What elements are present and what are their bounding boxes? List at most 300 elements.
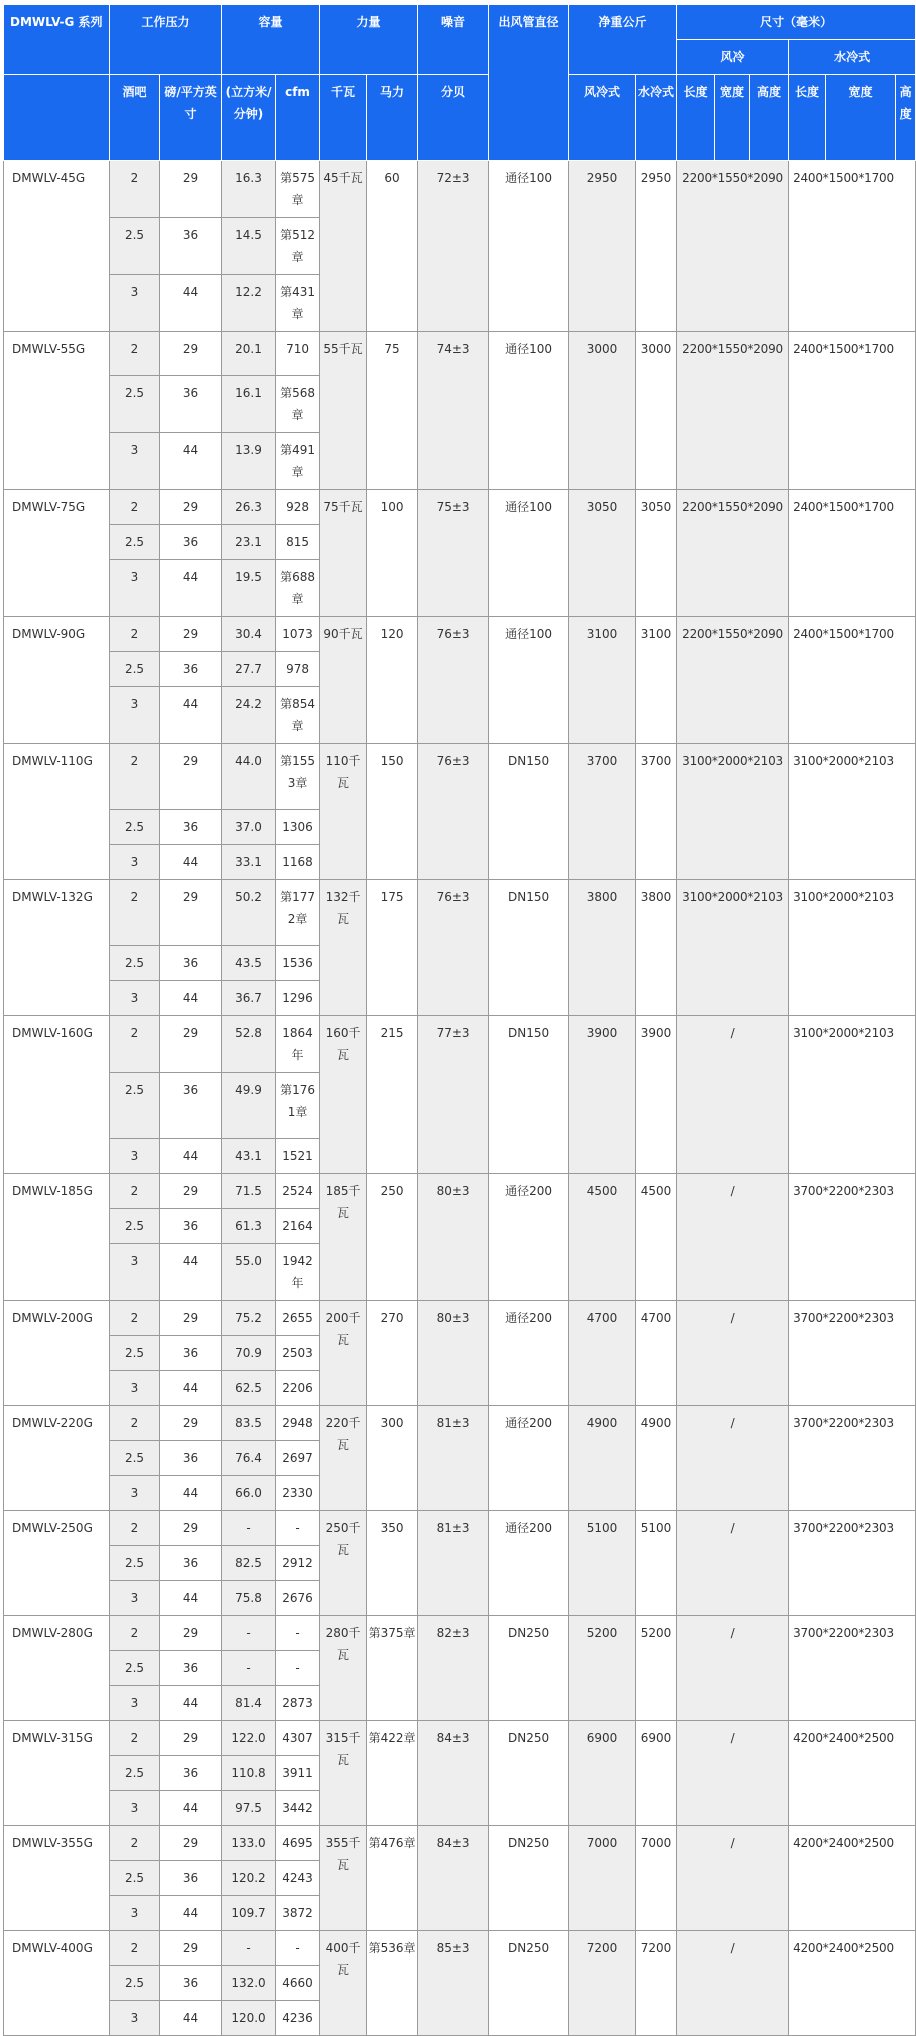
noise-db-cell: 72±3 — [418, 161, 489, 332]
capacity-cfm-cell: 928 — [276, 490, 320, 525]
weight-air-cell: 4500 — [569, 1174, 636, 1301]
dimensions-water-cell: 2400*1500*1700 — [789, 161, 916, 332]
pressure-bar-cell: 2.5 — [110, 1546, 160, 1581]
weight-water-cell: 3100 — [636, 617, 677, 744]
header-dimensions: 尺寸（毫米） — [677, 5, 916, 40]
weight-air-cell: 3000 — [569, 332, 636, 490]
noise-db-cell: 84±3 — [418, 1826, 489, 1931]
capacity-cfm-cell: 2206 — [276, 1371, 320, 1406]
power-hp-cell: 120 — [367, 617, 418, 744]
dimensions-air-cell: / — [677, 1721, 789, 1826]
pressure-psi-cell: 36 — [160, 652, 222, 687]
header-bar — [4, 75, 110, 161]
outlet-cell: 通径100 — [489, 161, 569, 332]
power-kw-cell: 110千瓦 — [320, 744, 367, 880]
capacity-m3-cell: 120.0 — [222, 2001, 276, 2036]
header-weight-air: 风冷式 — [569, 75, 636, 161]
weight-air-cell: 4900 — [569, 1406, 636, 1511]
capacity-m3-cell: 43.5 — [222, 946, 276, 981]
pressure-psi-cell: 36 — [160, 1209, 222, 1244]
power-hp-cell: 350 — [367, 1511, 418, 1616]
table-row — [4, 1931, 916, 1966]
outlet-cell: DN250 — [489, 1931, 569, 2036]
pressure-psi-cell: 29 — [160, 332, 222, 376]
pressure-bar-cell: 2.5 — [110, 525, 160, 560]
table-row — [4, 490, 916, 525]
pressure-psi-cell: 36 — [160, 218, 222, 275]
noise-db-cell: 81±3 — [418, 1406, 489, 1511]
dimensions-air-cell: / — [677, 1301, 789, 1406]
dimensions-water-cell: 2400*1500*1700 — [789, 617, 916, 744]
weight-water-cell: 3700 — [636, 744, 677, 880]
dimensions-air-cell: / — [677, 1511, 789, 1616]
header-hp: 马力 — [367, 75, 418, 161]
outlet-cell: 通径100 — [489, 490, 569, 617]
pressure-psi-cell: 44 — [160, 433, 222, 490]
capacity-cfm-cell: 1296 — [276, 981, 320, 1016]
capacity-m3-cell: 75.8 — [222, 1581, 276, 1616]
header-m3min: (立方米/分钟) — [222, 75, 276, 161]
model-name: DMWLV-400G — [4, 1931, 110, 2036]
capacity-cfm-cell: 3872 — [276, 1896, 320, 1931]
noise-db-cell: 80±3 — [418, 1301, 489, 1406]
table-row — [4, 1616, 916, 1651]
pressure-bar-cell: 2 — [110, 1511, 160, 1546]
pressure-psi-cell: 36 — [160, 1756, 222, 1791]
capacity-m3-cell: 37.0 — [222, 810, 276, 845]
noise-db-cell: 76±3 — [418, 744, 489, 880]
capacity-cfm-cell: 2164 — [276, 1209, 320, 1244]
noise-db-cell: 82±3 — [418, 1616, 489, 1721]
pressure-psi-cell: 29 — [160, 1511, 222, 1546]
power-hp-cell: 第375章 — [367, 1616, 418, 1721]
pressure-bar-cell: 2 — [110, 617, 160, 652]
capacity-m3-cell: 120.2 — [222, 1861, 276, 1896]
weight-water-cell: 7000 — [636, 1826, 677, 1931]
power-hp-cell: 150 — [367, 744, 418, 880]
header-capacity: 容量 — [222, 5, 320, 75]
outlet-cell: 通径200 — [489, 1301, 569, 1406]
capacity-m3-cell: 30.4 — [222, 617, 276, 652]
capacity-cfm-cell: 1168 — [276, 845, 320, 880]
header-kw: 千瓦 — [320, 75, 367, 161]
capacity-cfm-cell: 1521 — [276, 1139, 320, 1174]
capacity-cfm-cell: 第854章 — [276, 687, 320, 744]
outlet-cell: 通径200 — [489, 1406, 569, 1511]
header-length: 长度 — [677, 75, 715, 161]
capacity-m3-cell: 71.5 — [222, 1174, 276, 1209]
dimensions-water-cell: 3100*2000*2103 — [789, 744, 916, 880]
capacity-m3-cell: 109.7 — [222, 1896, 276, 1931]
noise-db-cell: 84±3 — [418, 1721, 489, 1826]
power-kw-cell: 55千瓦 — [320, 332, 367, 490]
weight-air-cell: 7000 — [569, 1826, 636, 1931]
pressure-psi-cell: 44 — [160, 1244, 222, 1301]
capacity-m3-cell: 75.2 — [222, 1301, 276, 1336]
pressure-psi-cell: 29 — [160, 1406, 222, 1441]
pressure-psi-cell: 36 — [160, 1441, 222, 1476]
header-height-2: 高度 — [896, 75, 916, 161]
noise-db-cell: 81±3 — [418, 1511, 489, 1616]
model-name: DMWLV-75G — [4, 490, 110, 617]
header-height: 高度 — [750, 75, 789, 161]
pressure-bar-cell: 3 — [110, 1139, 160, 1174]
pressure-bar-cell: 2.5 — [110, 1756, 160, 1791]
capacity-cfm-cell: 2873 — [276, 1686, 320, 1721]
model-name: DMWLV-110G — [4, 744, 110, 880]
table-row — [4, 1016, 916, 1073]
header-power: 力量 — [320, 5, 418, 75]
pressure-psi-cell: 29 — [160, 1721, 222, 1756]
pressure-psi-cell: 44 — [160, 2001, 222, 2036]
power-hp-cell: 75 — [367, 332, 418, 490]
pressure-bar-cell: 2 — [110, 880, 160, 946]
weight-air-cell: 5200 — [569, 1616, 636, 1721]
pressure-bar-cell: 3 — [110, 2001, 160, 2036]
pressure-bar-cell: 2.5 — [110, 218, 160, 275]
capacity-m3-cell: 20.1 — [222, 332, 276, 376]
capacity-cfm-cell: 3911 — [276, 1756, 320, 1791]
pressure-bar-cell: 3 — [110, 560, 160, 617]
pressure-psi-cell: 29 — [160, 1016, 222, 1073]
pressure-psi-cell: 29 — [160, 1174, 222, 1209]
pressure-psi-cell: 29 — [160, 617, 222, 652]
dimensions-air-cell: / — [677, 1931, 789, 2036]
pressure-bar-cell: 2 — [110, 490, 160, 525]
pressure-bar-cell: 2 — [110, 744, 160, 810]
power-kw-cell: 160千瓦 — [320, 1016, 367, 1174]
capacity-m3-cell: 52.8 — [222, 1016, 276, 1073]
dimensions-water-cell: 3100*2000*2103 — [789, 880, 916, 1016]
capacity-cfm-cell: 第1553章 — [276, 744, 320, 810]
capacity-m3-cell: 62.5 — [222, 1371, 276, 1406]
capacity-m3-cell: 66.0 — [222, 1476, 276, 1511]
header-weight-water: 水冷式 — [636, 75, 677, 161]
pressure-psi-cell: 36 — [160, 376, 222, 433]
pressure-psi-cell: 29 — [160, 1301, 222, 1336]
power-hp-cell: 250 — [367, 1174, 418, 1301]
dimensions-water-cell: 3700*2200*2303 — [789, 1301, 916, 1406]
table-row — [4, 1406, 916, 1441]
outlet-cell: 通径200 — [489, 1174, 569, 1301]
capacity-m3-cell: 16.3 — [222, 161, 276, 218]
power-kw-cell: 185千瓦 — [320, 1174, 367, 1301]
pressure-bar-cell: 2 — [110, 332, 160, 376]
table-row — [4, 617, 916, 652]
weight-air-cell: 4700 — [569, 1301, 636, 1406]
capacity-m3-cell: 81.4 — [222, 1686, 276, 1721]
pressure-bar-cell: 2.5 — [110, 1861, 160, 1896]
power-kw-cell: 132千瓦 — [320, 880, 367, 1016]
pressure-bar-cell: 3 — [110, 275, 160, 332]
pressure-psi-cell: 36 — [160, 810, 222, 845]
weight-water-cell: 3900 — [636, 1016, 677, 1174]
pressure-psi-cell: 44 — [160, 1476, 222, 1511]
weight-air-cell: 6900 — [569, 1721, 636, 1826]
capacity-m3-cell: 14.5 — [222, 218, 276, 275]
model-name: DMWLV-315G — [4, 1721, 110, 1826]
outlet-cell: 通径100 — [489, 617, 569, 744]
pressure-bar-cell: 2.5 — [110, 376, 160, 433]
capacity-m3-cell: 19.5 — [222, 560, 276, 617]
capacity-cfm-cell: 1942年 — [276, 1244, 320, 1301]
capacity-m3-cell: 13.9 — [222, 433, 276, 490]
power-kw-cell: 355千瓦 — [320, 1826, 367, 1931]
capacity-m3-cell: - — [222, 1651, 276, 1686]
capacity-m3-cell: 49.9 — [222, 1073, 276, 1139]
capacity-cfm-cell: 1536 — [276, 946, 320, 981]
table-row — [4, 1174, 916, 1209]
capacity-m3-cell: - — [222, 1931, 276, 1966]
table-row — [4, 880, 916, 946]
capacity-cfm-cell: 978 — [276, 652, 320, 687]
capacity-m3-cell: 23.1 — [222, 525, 276, 560]
dimensions-water-cell: 4200*2400*2500 — [789, 1721, 916, 1826]
capacity-cfm-cell: 2524 — [276, 1174, 320, 1209]
pressure-psi-cell: 29 — [160, 490, 222, 525]
power-kw-cell: 200千瓦 — [320, 1301, 367, 1406]
dimensions-water-cell: 4200*2400*2500 — [789, 1931, 916, 2036]
pressure-bar-cell: 2.5 — [110, 1209, 160, 1244]
capacity-m3-cell: 61.3 — [222, 1209, 276, 1244]
dimensions-air-cell: 2200*1550*2090 — [677, 161, 789, 332]
capacity-m3-cell: - — [222, 1511, 276, 1546]
capacity-cfm-cell: 第1772章 — [276, 880, 320, 946]
pressure-bar-cell: 2 — [110, 161, 160, 218]
power-kw-cell: 400千瓦 — [320, 1931, 367, 2036]
power-hp-cell: 215 — [367, 1016, 418, 1174]
model-name: DMWLV-55G — [4, 332, 110, 490]
capacity-cfm-cell: 2697 — [276, 1441, 320, 1476]
pressure-bar-cell: 2 — [110, 1406, 160, 1441]
weight-air-cell: 3050 — [569, 490, 636, 617]
weight-water-cell: 3050 — [636, 490, 677, 617]
outlet-cell: DN250 — [489, 1616, 569, 1721]
noise-db-cell: 85±3 — [418, 1931, 489, 2036]
capacity-m3-cell: 110.8 — [222, 1756, 276, 1791]
outlet-cell: 通径100 — [489, 332, 569, 490]
power-hp-cell: 175 — [367, 880, 418, 1016]
outlet-cell: DN150 — [489, 880, 569, 1016]
pressure-bar-cell: 2 — [110, 1016, 160, 1073]
power-hp-cell: 第422章 — [367, 1721, 418, 1826]
spec-table — [3, 4, 916, 2036]
weight-water-cell: 3000 — [636, 332, 677, 490]
header-working-pressure: 工作压力 — [110, 5, 222, 75]
pressure-bar-cell: 2.5 — [110, 1336, 160, 1371]
pressure-psi-cell: 44 — [160, 1896, 222, 1931]
pressure-psi-cell: 44 — [160, 560, 222, 617]
dimensions-water-cell: 3700*2200*2303 — [789, 1616, 916, 1721]
pressure-psi-cell: 29 — [160, 1931, 222, 1966]
pressure-bar-cell: 3 — [110, 1896, 160, 1931]
pressure-bar-cell: 2 — [110, 1721, 160, 1756]
pressure-bar-cell: 2.5 — [110, 1651, 160, 1686]
dimensions-air-cell: 2200*1550*2090 — [677, 332, 789, 490]
pressure-psi-cell: 29 — [160, 161, 222, 218]
pressure-bar-cell: 2.5 — [110, 652, 160, 687]
dimensions-water-cell: 3100*2000*2103 — [789, 1016, 916, 1174]
weight-water-cell: 3800 — [636, 880, 677, 1016]
outlet-cell: 通径200 — [489, 1511, 569, 1616]
capacity-cfm-cell: 4660 — [276, 1966, 320, 2001]
header-cfm: cfm — [276, 75, 320, 161]
pressure-bar-cell: 3 — [110, 1476, 160, 1511]
weight-air-cell: 3800 — [569, 880, 636, 1016]
table-header — [4, 5, 916, 161]
pressure-psi-cell: 44 — [160, 845, 222, 880]
header-db: 分贝 — [418, 75, 489, 161]
table-row — [4, 1301, 916, 1336]
header-bar-unit: 酒吧 — [110, 75, 160, 161]
capacity-m3-cell: 122.0 — [222, 1721, 276, 1756]
weight-air-cell: 3100 — [569, 617, 636, 744]
pressure-psi-cell: 44 — [160, 687, 222, 744]
model-name: DMWLV-90G — [4, 617, 110, 744]
header-air-cooled: 风冷 — [677, 40, 789, 75]
capacity-m3-cell: 33.1 — [222, 845, 276, 880]
header-width: 宽度 — [715, 75, 750, 161]
pressure-bar-cell: 2.5 — [110, 1073, 160, 1139]
pressure-psi-cell: 44 — [160, 1139, 222, 1174]
dimensions-air-cell: / — [677, 1826, 789, 1931]
capacity-cfm-cell: 第491章 — [276, 433, 320, 490]
table-row — [4, 744, 916, 810]
capacity-m3-cell: 24.2 — [222, 687, 276, 744]
capacity-m3-cell: 132.0 — [222, 1966, 276, 2001]
capacity-cfm-cell: 第512章 — [276, 218, 320, 275]
weight-air-cell: 2950 — [569, 161, 636, 332]
pressure-bar-cell: 2.5 — [110, 1441, 160, 1476]
weight-air-cell: 7200 — [569, 1931, 636, 2036]
noise-db-cell: 75±3 — [418, 490, 489, 617]
pressure-psi-cell: 36 — [160, 946, 222, 981]
capacity-cfm-cell: 1864年 — [276, 1016, 320, 1073]
capacity-m3-cell: 97.5 — [222, 1791, 276, 1826]
pressure-bar-cell: 3 — [110, 981, 160, 1016]
pressure-psi-cell: 36 — [160, 525, 222, 560]
model-name: DMWLV-280G — [4, 1616, 110, 1721]
pressure-psi-cell: 36 — [160, 1336, 222, 1371]
pressure-psi-cell: 29 — [160, 1616, 222, 1651]
capacity-cfm-cell: - — [276, 1616, 320, 1651]
capacity-cfm-cell: 第688章 — [276, 560, 320, 617]
dimensions-air-cell: / — [677, 1406, 789, 1511]
dimensions-water-cell: 3700*2200*2303 — [789, 1174, 916, 1301]
weight-water-cell: 4900 — [636, 1406, 677, 1511]
dimensions-air-cell: 3100*2000*2103 — [677, 744, 789, 880]
outlet-cell: DN150 — [489, 744, 569, 880]
table-row — [4, 1826, 916, 1861]
weight-water-cell: 4500 — [636, 1174, 677, 1301]
capacity-m3-cell: 82.5 — [222, 1546, 276, 1581]
dimensions-air-cell: / — [677, 1016, 789, 1174]
table-body — [4, 161, 916, 2036]
power-kw-cell: 280千瓦 — [320, 1616, 367, 1721]
capacity-m3-cell: 44.0 — [222, 744, 276, 810]
dimensions-air-cell: 3100*2000*2103 — [677, 880, 789, 1016]
power-hp-cell: 100 — [367, 490, 418, 617]
pressure-psi-cell: 44 — [160, 1581, 222, 1616]
pressure-bar-cell: 2.5 — [110, 1966, 160, 2001]
pressure-bar-cell: 2 — [110, 1931, 160, 1966]
pressure-psi-cell: 36 — [160, 1651, 222, 1686]
header-psi: 磅/平方英寸 — [160, 75, 222, 161]
pressure-bar-cell: 2.5 — [110, 810, 160, 845]
power-kw-cell: 220千瓦 — [320, 1406, 367, 1511]
power-kw-cell: 75千瓦 — [320, 490, 367, 617]
capacity-m3-cell: 55.0 — [222, 1244, 276, 1301]
capacity-cfm-cell: 第568章 — [276, 376, 320, 433]
capacity-m3-cell: 16.1 — [222, 376, 276, 433]
capacity-cfm-cell: - — [276, 1651, 320, 1686]
pressure-bar-cell: 3 — [110, 1244, 160, 1301]
capacity-cfm-cell: 2676 — [276, 1581, 320, 1616]
weight-water-cell: 4700 — [636, 1301, 677, 1406]
table-row — [4, 161, 916, 218]
dimensions-water-cell: 4200*2400*2500 — [789, 1826, 916, 1931]
table-row — [4, 1511, 916, 1546]
pressure-psi-cell: 44 — [160, 275, 222, 332]
model-name: DMWLV-250G — [4, 1511, 110, 1616]
pressure-psi-cell: 29 — [160, 880, 222, 946]
capacity-cfm-cell: 4243 — [276, 1861, 320, 1896]
capacity-m3-cell: 70.9 — [222, 1336, 276, 1371]
power-kw-cell: 90千瓦 — [320, 617, 367, 744]
capacity-cfm-cell: 4307 — [276, 1721, 320, 1756]
power-kw-cell: 315千瓦 — [320, 1721, 367, 1826]
model-name: DMWLV-160G — [4, 1016, 110, 1174]
capacity-m3-cell: 26.3 — [222, 490, 276, 525]
header-net-weight: 净重公斤 — [569, 5, 677, 75]
pressure-psi-cell: 44 — [160, 981, 222, 1016]
model-name: DMWLV-185G — [4, 1174, 110, 1301]
power-hp-cell: 第476章 — [367, 1826, 418, 1931]
capacity-m3-cell: 12.2 — [222, 275, 276, 332]
noise-db-cell: 76±3 — [418, 880, 489, 1016]
capacity-cfm-cell: 第575章 — [276, 161, 320, 218]
outlet-cell: DN150 — [489, 1016, 569, 1174]
capacity-cfm-cell: 710 — [276, 332, 320, 376]
capacity-m3-cell: 43.1 — [222, 1139, 276, 1174]
power-kw-cell: 250千瓦 — [320, 1511, 367, 1616]
capacity-cfm-cell: 第431章 — [276, 275, 320, 332]
model-name: DMWLV-132G — [4, 880, 110, 1016]
pressure-bar-cell: 3 — [110, 433, 160, 490]
model-name: DMWLV-200G — [4, 1301, 110, 1406]
power-hp-cell: 第536章 — [367, 1931, 418, 2036]
pressure-psi-cell: 44 — [160, 1371, 222, 1406]
pressure-bar-cell: 3 — [110, 845, 160, 880]
weight-air-cell: 5100 — [569, 1511, 636, 1616]
capacity-m3-cell: 27.7 — [222, 652, 276, 687]
pressure-bar-cell: 3 — [110, 1371, 160, 1406]
pressure-bar-cell: 2.5 — [110, 946, 160, 981]
pressure-psi-cell: 44 — [160, 1686, 222, 1721]
pressure-bar-cell: 3 — [110, 1791, 160, 1826]
capacity-cfm-cell: 1306 — [276, 810, 320, 845]
model-name: DMWLV-220G — [4, 1406, 110, 1511]
pressure-bar-cell: 3 — [110, 1686, 160, 1721]
capacity-cfm-cell: 4695 — [276, 1826, 320, 1861]
weight-air-cell: 3900 — [569, 1016, 636, 1174]
capacity-m3-cell: - — [222, 1616, 276, 1651]
pressure-psi-cell: 44 — [160, 1791, 222, 1826]
model-name: DMWLV-45G — [4, 161, 110, 332]
noise-db-cell: 77±3 — [418, 1016, 489, 1174]
header-outlet: 出风管直径 — [489, 5, 569, 161]
capacity-cfm-cell: 2912 — [276, 1546, 320, 1581]
